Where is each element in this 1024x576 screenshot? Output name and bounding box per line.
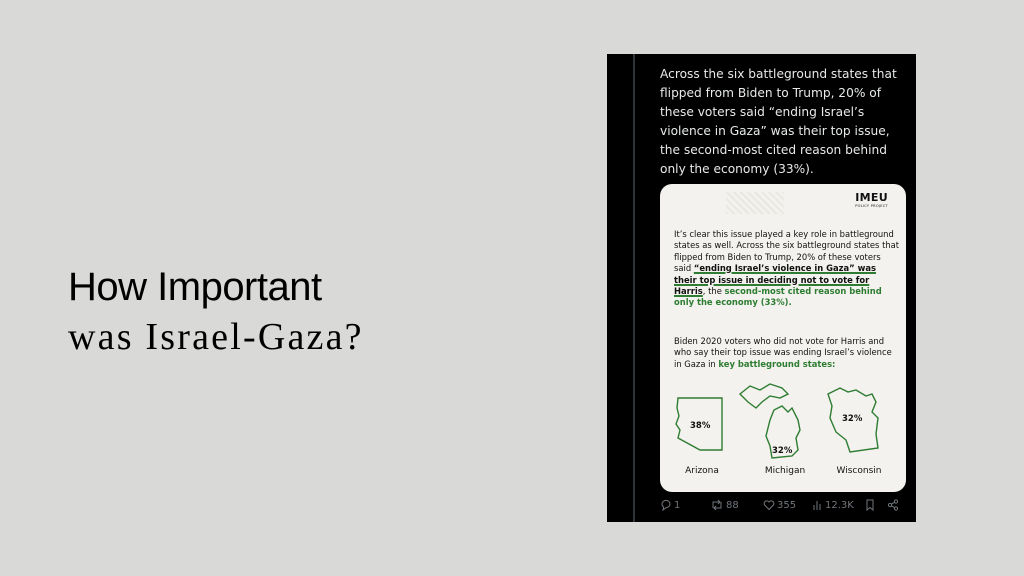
michigan-percent: 32% xyxy=(772,446,793,456)
like-count: 355 xyxy=(777,499,797,511)
share-button[interactable] xyxy=(887,499,899,511)
reply-icon xyxy=(660,499,672,511)
heart-icon xyxy=(763,499,775,511)
post-action-bar xyxy=(660,499,910,515)
p1-highlight-underlined: “ending Israel’s violence in Gaza” was their top issue in deciding not to vote for Harris xyxy=(674,263,876,297)
repost-count: 88 xyxy=(726,499,739,511)
like-button[interactable] xyxy=(763,499,796,511)
views-chart-icon xyxy=(813,499,823,511)
p1-text-c: , the xyxy=(702,286,725,297)
views-count: 12.3K xyxy=(825,499,854,511)
logo-text: IMEU xyxy=(855,191,888,204)
michigan-label: Michigan xyxy=(764,466,806,476)
post-image-card[interactable] xyxy=(660,184,906,492)
p1-highlight-green: second-most cited reason behind only the economy (33%). xyxy=(674,286,882,308)
p2-highlight-green: key battleground states: xyxy=(718,358,836,369)
wisconsin-label: Wisconsin xyxy=(836,466,882,476)
repost-icon xyxy=(710,499,724,511)
title-line-1: How Important xyxy=(68,265,322,309)
imeu-logo xyxy=(855,192,888,208)
p1-text-a: It’s clear this issue played a key role in battleground states as well. Across the six battleground states that flipped from Biden to Trump, 20% of these voters said xyxy=(674,229,900,274)
post-screenshot xyxy=(607,54,916,522)
texture-smudge xyxy=(726,192,784,214)
bookmark-icon xyxy=(865,499,875,511)
p2-text-a: Biden 2020 voters who did not vote for Harris and who say their top issue was ending Israel’s violence in Gaza in xyxy=(674,336,892,369)
wisconsin-percent: 32% xyxy=(842,414,863,424)
thread-line xyxy=(633,54,635,522)
slide-title xyxy=(68,262,364,362)
title-line-2: was Israel-Gaza? xyxy=(68,316,364,358)
share-icon xyxy=(887,499,899,511)
reply-button[interactable] xyxy=(660,499,680,511)
repost-button[interactable] xyxy=(710,499,739,511)
bookmark-button[interactable] xyxy=(865,499,875,511)
post-text: Across the six battleground states that flipped from Biden to Trump, 20% of these voters said “ending Israel’s violence in Gaza” was their top issue, the second-most cited reason behind only the economy (33%). xyxy=(660,67,897,176)
reply-count: 1 xyxy=(674,499,681,511)
arizona-label: Arizona xyxy=(685,466,719,476)
card-paragraph-1 xyxy=(674,229,900,309)
logo-subtext: POLICY PROJECT xyxy=(855,204,888,208)
arizona-percent: 38% xyxy=(690,421,711,431)
card-paragraph-2 xyxy=(674,336,900,370)
views-button[interactable] xyxy=(813,499,854,511)
